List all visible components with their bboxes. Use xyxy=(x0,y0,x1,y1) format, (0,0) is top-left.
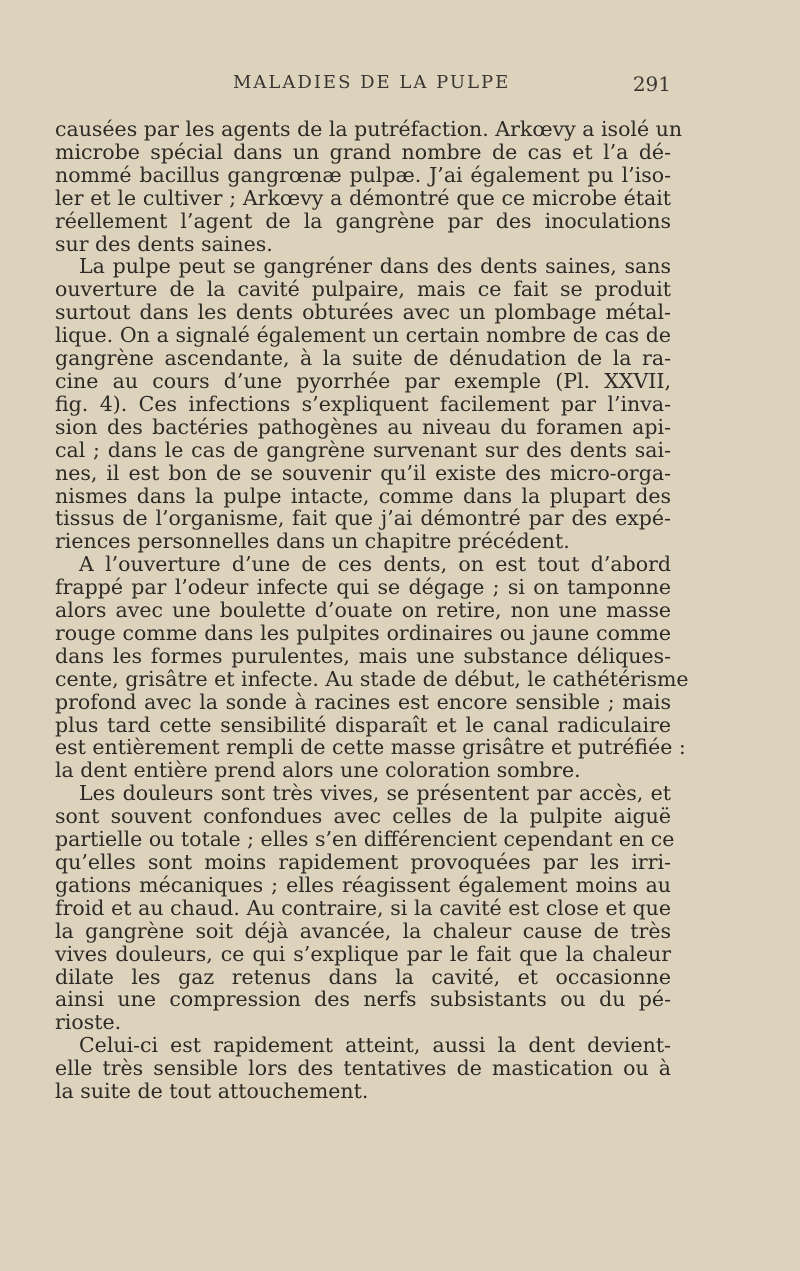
text-line: sont souvent confondues avec celles de la pulpite aiguë xyxy=(55,804,671,829)
text-line: elle très sensible lors des tentatives de mastication ou à xyxy=(55,1056,671,1081)
text-line: la suite de tout attouchement. xyxy=(55,1079,369,1104)
text-line: cal ; dans le cas de gangrène survenant sur des dents sai- xyxy=(55,437,671,462)
text-line: alors avec une boulette d’ouate on retire, non une masse xyxy=(55,598,671,623)
text-line: sur des dents saines. xyxy=(55,231,273,256)
text-line: Les douleurs sont très vives, se présentent par accès, et xyxy=(79,781,671,806)
page-number: 291 xyxy=(632,72,671,96)
text-line: Celui-ci est rapidement atteint, aussi la dent devient- xyxy=(79,1033,671,1058)
text-line: rouge comme dans les pulpites ordinaires ou jaune comme xyxy=(55,620,671,645)
text-line: A l’ouverture d’une de ces dents, on est tout d’abord xyxy=(79,552,671,577)
text-line: nes, il est bon de se souvenir qu’il existe des micro-orga- xyxy=(55,460,671,485)
page-header xyxy=(55,72,671,100)
text-line: froid et au chaud. Au contraire, si la cavité est close et que xyxy=(55,895,671,920)
text-line: dilate les gaz retenus dans la cavité, et occasionne xyxy=(55,964,671,989)
running-title: MALADIES DE LA PULPE xyxy=(233,72,511,93)
text-line: nismes dans la pulpe intacte, comme dans la plupart des xyxy=(55,483,671,508)
text-line: surtout dans les dents obturées avec un plombage métal- xyxy=(55,300,671,325)
text-line: réellement l’agent de la gangrène par des inoculations xyxy=(55,208,671,233)
text-line: riences personnelles dans un chapitre précédent. xyxy=(55,529,570,554)
text-line: nommé bacillus gangrœnæ pulpæ. J’ai également pu l’iso- xyxy=(55,162,671,187)
text-line: microbe spécial dans un grand nombre de cas et l’a dé- xyxy=(55,139,671,164)
text-line: frappé par l’odeur infecte qui se dégage ; si on tamponne xyxy=(55,575,671,600)
text-line: ler et le cultiver ; Arkœvy a démontré que ce microbe était xyxy=(55,185,671,210)
text-line: est entièrement rempli de cette masse grisâtre et putréfiée : xyxy=(55,735,686,760)
text-line: fig. 4). Ces infections s’expliquent facilement par l’inva- xyxy=(55,391,671,416)
text-line: la gangrène soit déjà avancée, la chaleur cause de très xyxy=(55,918,671,943)
text-line: sion des bactéries pathogènes au niveau du foramen api- xyxy=(55,414,671,439)
text-line: plus tard cette sensibilité disparaît et le canal radiculaire xyxy=(55,712,671,737)
text-line: qu’elles sont moins rapidement provoquées par les irri- xyxy=(55,850,671,874)
body-text xyxy=(55,117,689,1104)
text-line: partielle ou totale ; elles s’en différencient cependant en ce xyxy=(55,827,675,852)
text-line: cine au cours d’une pyorrhée par exemple (Pl. XXVII, xyxy=(55,368,671,393)
text-line: causées par les agents de la putréfaction. Arkœvy a isolé un xyxy=(55,117,683,141)
text-line: rioste. xyxy=(55,1010,122,1035)
text-line: vives douleurs, ce qui s’explique par le fait que la chaleur xyxy=(55,941,671,966)
text-line: lique. On a signalé également un certain nombre de cas de xyxy=(55,323,671,348)
text-line: La pulpe peut se gangréner dans des dents saines, sans xyxy=(79,254,671,279)
text-line: gangrène ascendante, à la suite de dénudation de la ra- xyxy=(55,346,671,371)
text-line: dans les formes purulentes, mais une substance déliques- xyxy=(55,643,671,668)
text-line: profond avec la sonde à racines est encore sensible ; mais xyxy=(55,689,671,714)
text-line: tissus de l’organisme, fait que j’ai démontré par des expé- xyxy=(55,506,671,531)
text-line: cente, grisâtre et infecte. Au stade de début, le cathétérisme xyxy=(55,666,689,691)
text-line: ouverture de la cavité pulpaire, mais ce fait se produit xyxy=(55,277,671,302)
text-line: la dent entière prend alors une coloration sombre. xyxy=(55,758,581,783)
text-line: gations mécaniques ; elles réagissent également moins au xyxy=(55,872,671,897)
text-line: ainsi une compression des nerfs subsistants ou du pé- xyxy=(55,987,671,1012)
